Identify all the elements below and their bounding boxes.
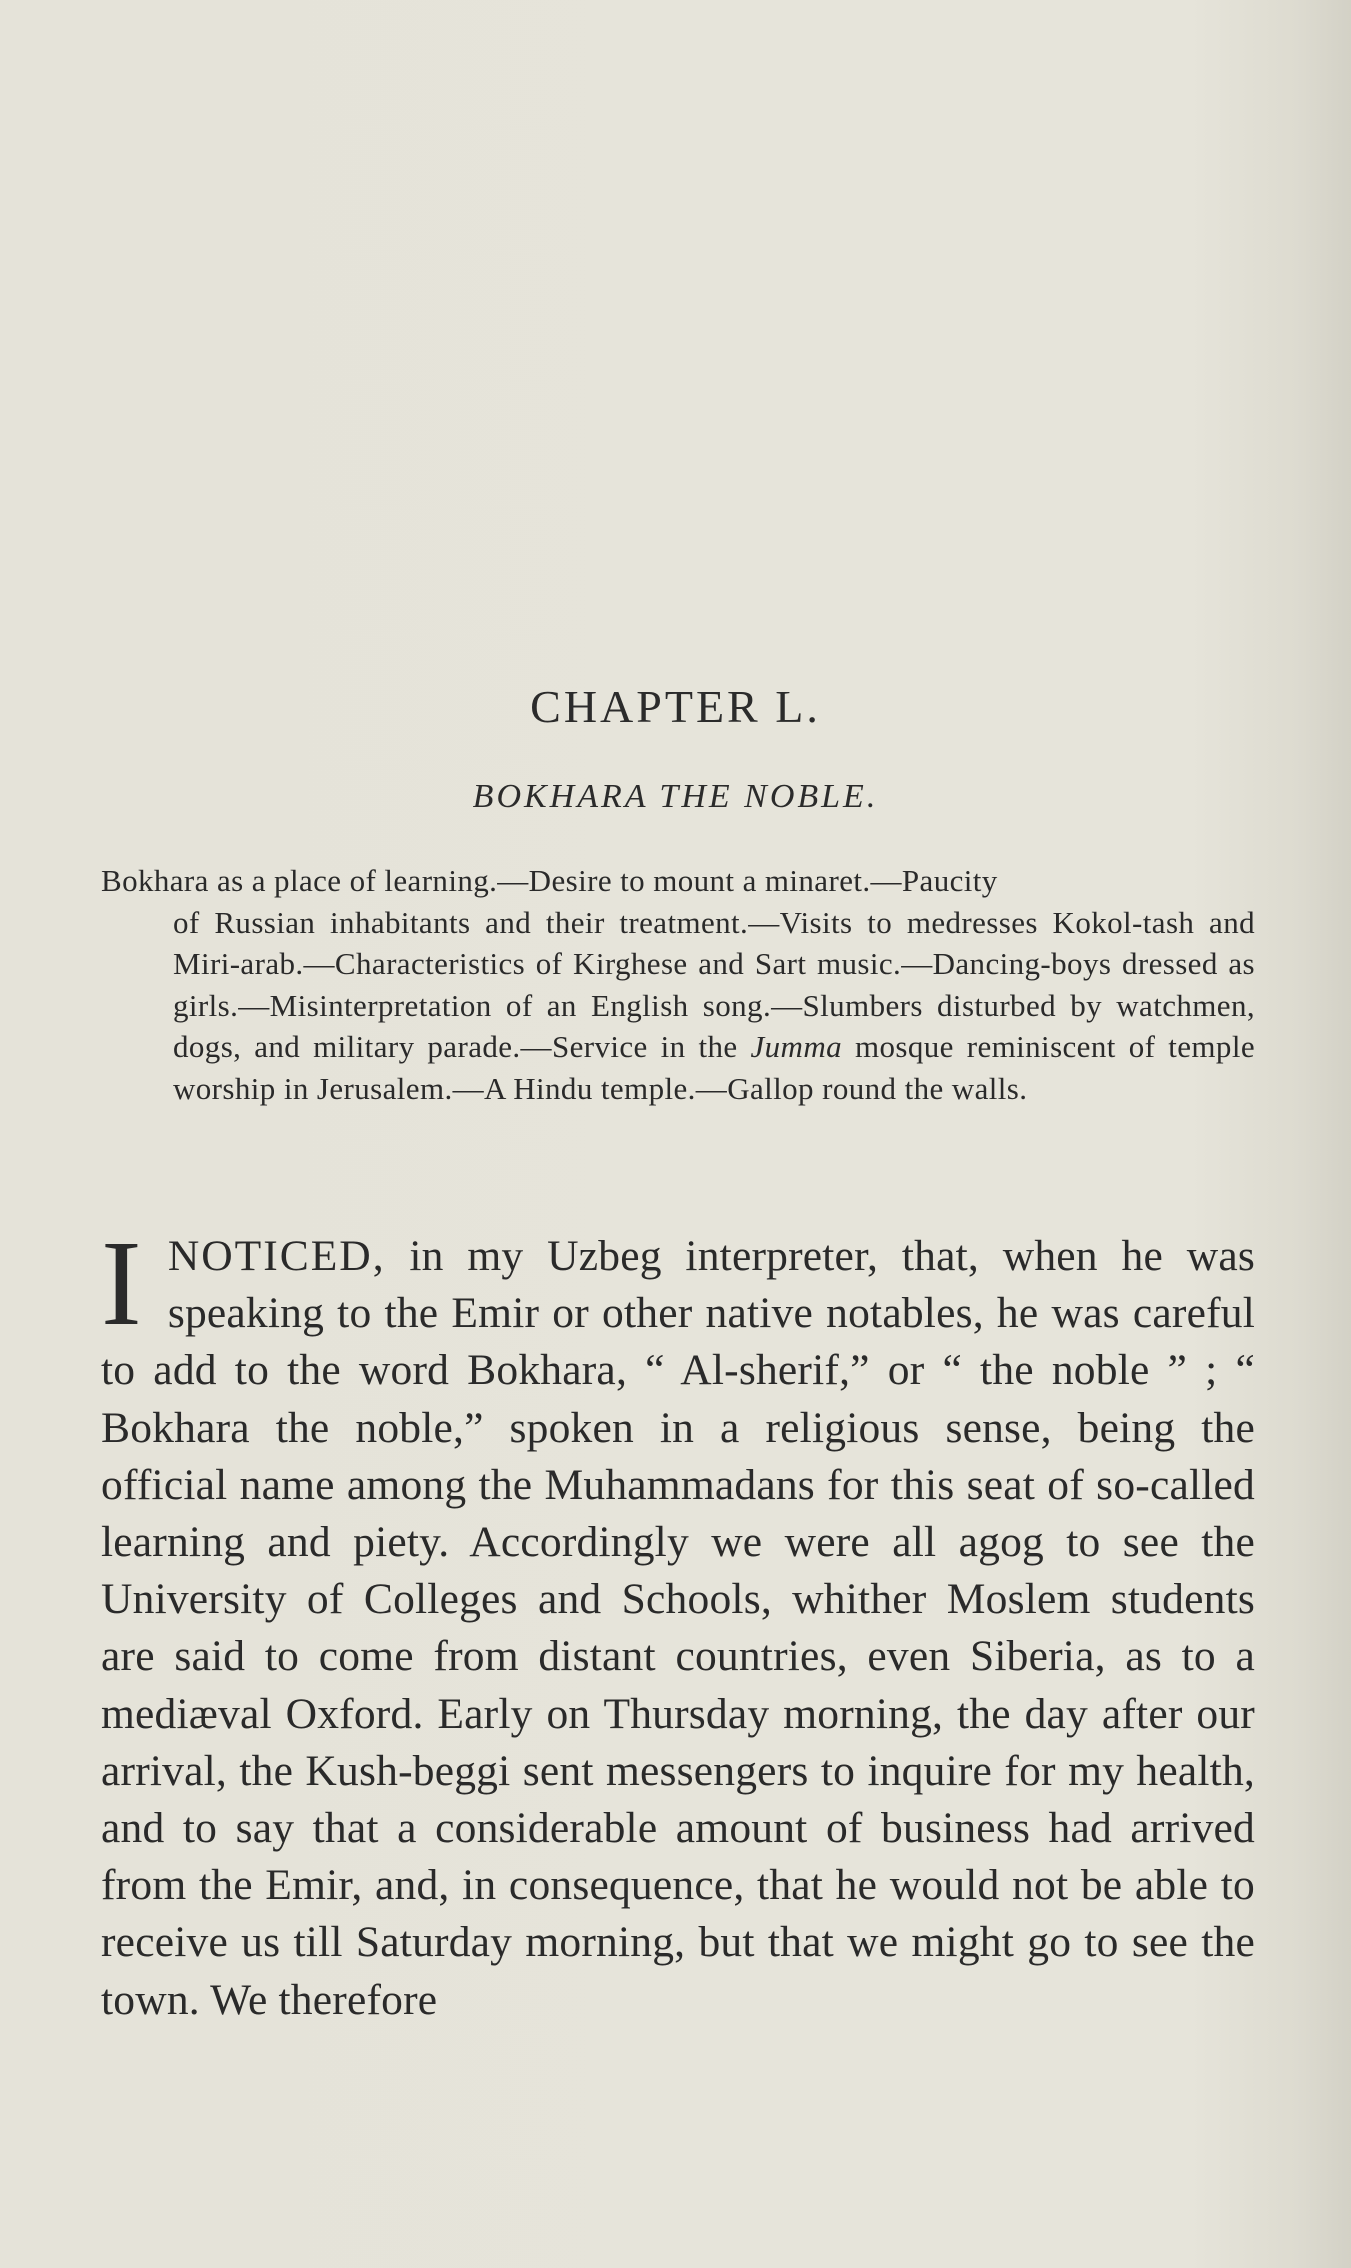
- synopsis-italic-word: Jumma: [750, 1029, 843, 1064]
- synopsis-text-before-italic: of Russian inhabitants and their treatment.—Visits to medresses Kokol-tash and Miri-arab.—Characteristics of Kirghese and Sart music.—Dancing-boys dressed as girls.—Misinterpretation of an English song.—Slumbers disturbed by watchmen, dogs, and military parade.—Service in the: [173, 904, 1255, 1064]
- opening-small-caps: NOTICED,: [167, 1232, 386, 1280]
- chapter-synopsis: [101, 860, 1255, 1109]
- synopsis-text-after-italic: mosque reminiscent of temple worship in Jerusalem.—A Hindu temple.—Gallop round the walls.: [173, 1029, 1255, 1106]
- paragraph-text: in my Uzbeg interpreter, that, when he was speaking to the Emir or other native notables, he was careful to add to the word Bokhara, “ Al-sherif,” or “ the noble ” ; “ Bokhara the noble,” spoken in a religious sense, being the official name among the Muhammadans for this seat of so-called learning and piety. Accordingly we were all agog to see the University of Colleges and Schools, whither Moslem students are said to come from distant countries, even Siberia, as to a mediæval Oxford. Early on Thursday morning, the day after our arrival, the Kush-beggi sent messengers to inquire for my health, and to say that a considerable amount of business had arrived from the Emir, and, in consequence, that he would not be able to receive us till Saturday morning, but that we might go to see the town. We therefore: [101, 1232, 1255, 2024]
- chapter-title: CHAPTER L.: [530, 681, 821, 732]
- body-paragraph: [101, 1216, 1255, 2029]
- synopsis-continuation: [101, 902, 1255, 1110]
- drop-cap: I: [101, 1216, 142, 1351]
- synopsis-first-line: Bokhara as a place of learning.—Desire to mount a minaret.—Paucity: [101, 863, 998, 898]
- chapter-subtitle: BOKHARA THE NOBLE.: [472, 778, 879, 815]
